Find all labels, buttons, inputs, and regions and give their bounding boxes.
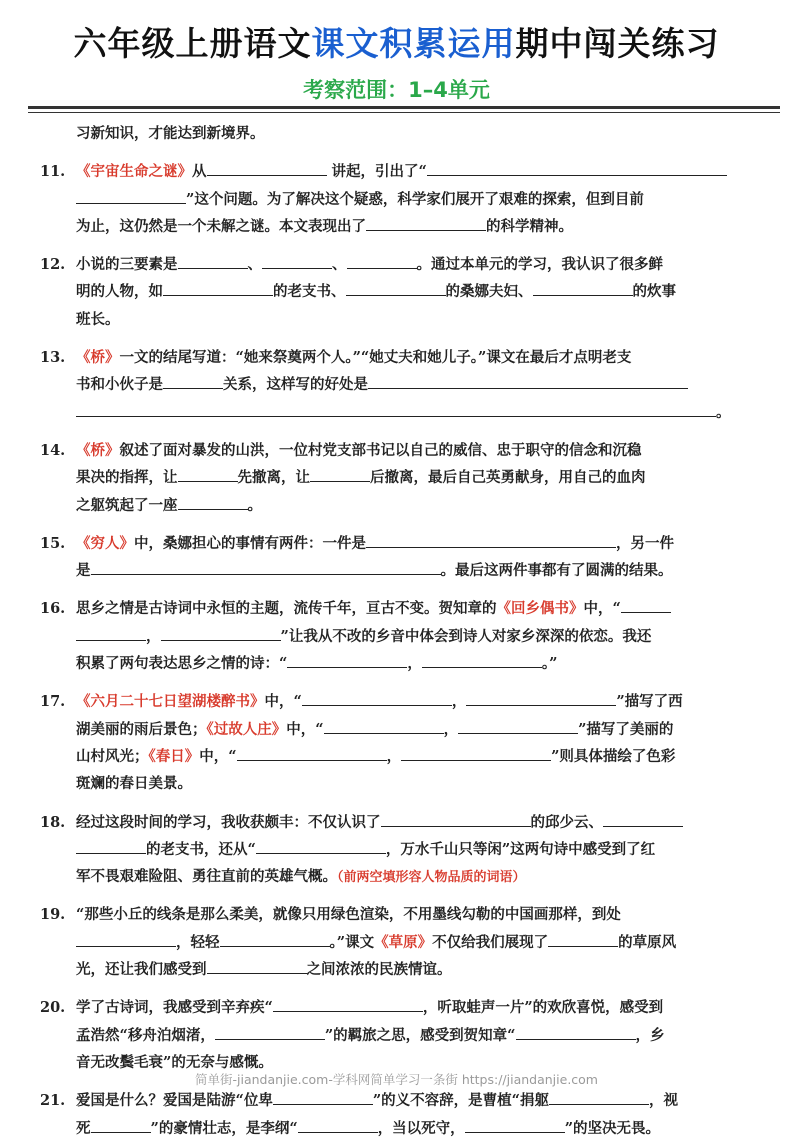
q12-line-2 (40, 278, 740, 305)
q12-blank-6[interactable] (533, 278, 633, 296)
q17-line-2 (40, 716, 740, 743)
q13-line-2 (40, 371, 740, 398)
page-title (0, 18, 793, 65)
q13-text: 关系，这样写的好处是 (223, 376, 368, 394)
q14-number: 14. (40, 441, 66, 459)
q21-text: 死 (76, 1119, 91, 1137)
q15-blank-1[interactable] (366, 530, 616, 548)
q14-text: 。 (247, 496, 262, 514)
q11-blank-1[interactable] (207, 158, 327, 176)
q17-line-4: 斑斓的春日美景。 (76, 775, 192, 793)
q15-text: ，另一件 (616, 534, 674, 552)
q16-text: ， (407, 655, 422, 673)
q19-blank-3[interactable] (548, 929, 618, 947)
q18-line-3 (40, 863, 740, 890)
q12-blank-2[interactable] (262, 251, 332, 269)
q18-line-1 (40, 809, 740, 836)
q11-line-2 (40, 186, 740, 213)
q17-blank-2[interactable] (466, 688, 616, 706)
q21-blank-1[interactable] (273, 1087, 373, 1105)
q13-blank-2[interactable] (368, 371, 688, 389)
q19-text: “那些小丘的线条是那么柔美，就像只用绿色渲染，不用墨线勾勒的中国画那样，到处 (76, 906, 621, 924)
q20-line-2 (40, 1022, 740, 1049)
q11-text: 的科学精神。 (486, 217, 573, 235)
title-post: 期中闯关练习 (515, 24, 720, 63)
q17-blank-6[interactable] (401, 743, 551, 761)
q16-text: 中，“ (583, 600, 621, 618)
watermark: 简单街-jiandanjie.com-学科网简单学习一条街 https://jiandanjie.com (194, 1072, 598, 1087)
q17-book-title-2: 《过故人庄》 (206, 720, 287, 738)
q17-text: ， (451, 693, 467, 711)
q17-text: ”则具体描绘了色彩 (551, 747, 676, 765)
q21-blank-2[interactable] (549, 1087, 649, 1105)
q19-book-title: 《草原》 (374, 933, 433, 951)
q19-line-3 (40, 956, 740, 983)
q18-text: 军不畏艰难险阻、勇往直前的英雄气概。 (76, 868, 337, 886)
q16-book-title: 《回乡偶书》 (496, 600, 584, 618)
q16-text: 思乡之情是古诗词中永恒的主题，流传千年，亘古不变。贺知章的 (76, 600, 497, 618)
worksheet-body (40, 120, 740, 1142)
q21-line-2 (40, 1115, 740, 1142)
q17-line-1 (40, 688, 740, 715)
q14-text: 叙述了面对暴发的山洪，一位村党支部书记以自己的威信、忠于职守的信念和沉稳 (119, 441, 642, 459)
q12-blank-4[interactable] (163, 278, 273, 296)
q16-line-2 (40, 623, 740, 650)
q12-number: 12. (40, 256, 66, 274)
q11-line-1 (40, 158, 740, 185)
q13-blank-3[interactable] (76, 399, 716, 417)
q19-line-1 (40, 901, 740, 928)
q11-text: 为止，这仍然是一个未解之谜。本文表现出了 (76, 217, 366, 235)
q21-text: ”的豪情壮志，是李纲“ (150, 1119, 298, 1137)
q14-line-1 (40, 437, 740, 464)
q21-text: 爱国是什么？爱国是陆游“位卑 (76, 1092, 273, 1110)
q16-line-1 (40, 595, 740, 622)
q11-book-title: 《宇宙生命之谜》 (76, 163, 192, 181)
q14-text: 先撤离，让 (237, 469, 310, 487)
q11-blank-2[interactable] (427, 158, 727, 176)
q12-text: 。通过本单元的学习，我认识了很多鲜 (416, 256, 663, 274)
q20-line-3: 音无改鬓毛衰”的无奈与感慨。 (76, 1053, 273, 1071)
q21-text: ，当以死守， (377, 1119, 465, 1137)
q12-line-1 (40, 251, 740, 278)
q18-blank-2b[interactable] (76, 836, 146, 854)
q18-note: （前两空填形容人物品质的词语） (337, 870, 526, 886)
q20-text: 孟浩然“移舟泊烟渚， (76, 1026, 215, 1044)
q16-blank-3[interactable] (287, 650, 407, 668)
q17-blank-3[interactable] (324, 716, 444, 734)
page-subtitle: 考察范围：1–4单元 (303, 78, 490, 102)
q20-text: ，听取蛙声一片”的欢欣喜悦，感受到 (422, 999, 664, 1017)
q11-text: ”这个问题。为了解决这个疑惑，科学家们展开了艰难的探索，但到目前 (186, 190, 644, 208)
q14-book-title: 《桥》 (76, 441, 120, 459)
q17-line-3 (40, 743, 740, 770)
q14-blank-3[interactable] (178, 492, 248, 510)
q20-blank-2[interactable] (215, 1022, 325, 1040)
title-highlight: 课文积累运用 (311, 24, 516, 63)
q21-blank-5[interactable] (465, 1115, 565, 1133)
q18-number: 18. (40, 813, 66, 831)
q20-text: ”的羁旅之思，感受到贺知章“ (324, 1026, 516, 1044)
q16-text: ”让我从不改的乡音中体会到诗人对家乡深深的依恋。我还 (280, 627, 652, 645)
q13-text: 。 (716, 403, 731, 421)
q13-blank-1[interactable] (163, 371, 223, 389)
q12-text: 的老支书、 (273, 283, 346, 301)
q12-text: 、 (332, 256, 347, 274)
q14-text: 果决的指挥，让 (76, 469, 178, 487)
header-divider-thick (28, 106, 780, 109)
q19-blank-1[interactable] (76, 929, 176, 947)
q12-text: 小说的三要素是 (76, 256, 178, 274)
q19-text: 光，还让我们感受到 (76, 961, 207, 979)
q12-line-3: 班长。 (76, 310, 120, 328)
q15-text: 。最后这两件事都有了圆满的结果。 (440, 562, 673, 580)
q18-blank-2[interactable] (603, 809, 683, 827)
q17-text: 湖美丽的雨后景色； (76, 720, 207, 738)
q17-blank-5[interactable] (237, 743, 387, 761)
q21-text: ”的义不容辞，是曹植“捐躯 (372, 1092, 550, 1110)
q11-number: 11. (40, 163, 66, 181)
q13-text: 一文的结尾写道：“她来祭奠两个人。”“她丈夫和她儿子。”课文在最后才点明老支 (119, 349, 632, 367)
q18-line-2 (40, 836, 740, 863)
q19-line-2 (40, 929, 740, 956)
q16-blank-2[interactable] (161, 623, 281, 641)
q20-number: 20. (40, 999, 66, 1017)
q19-text: 不仅给我们展现了 (432, 933, 549, 951)
q17-book-title-1: 《六月二十七日望湖楼醉书》 (76, 693, 265, 711)
q12-blank-5[interactable] (346, 278, 446, 296)
q12-blank-1[interactable] (178, 251, 248, 269)
q17-text: 中，“ (199, 747, 237, 765)
q12-text: 明的人物，如 (76, 283, 163, 301)
q20-line-1 (40, 994, 740, 1021)
q20-text: 学了古诗词，我感受到辛弃疾“ (76, 999, 273, 1017)
q16-number: 16. (40, 600, 66, 618)
q19-text: 。”课文 (329, 933, 375, 951)
q12-text: 、 (247, 256, 262, 274)
q11-text: 从 (192, 163, 207, 181)
q21-line-1 (40, 1087, 740, 1114)
q15-book-title: 《穷人》 (76, 534, 134, 552)
q19-blank-4[interactable] (207, 956, 307, 974)
q19-number: 19. (40, 906, 66, 924)
q16-line-3 (40, 650, 740, 677)
q17-text: 中，“ (286, 720, 324, 738)
header-divider-thin (28, 112, 780, 113)
q16-text: 。” (541, 655, 558, 673)
q15-text: 是 (76, 562, 91, 580)
q17-text: ”描写了美丽的 (578, 720, 674, 738)
q11-blank-2b[interactable] (76, 186, 186, 204)
q11-blank-3[interactable] (366, 213, 486, 231)
q16-blank-1[interactable] (621, 595, 671, 613)
q20-blank-3[interactable] (516, 1022, 636, 1040)
q17-text: 山村风光； (76, 747, 149, 765)
q13-text: 书和小伙子是 (76, 376, 163, 394)
q15-line-1 (40, 530, 740, 557)
q21-number: 21. (40, 1092, 66, 1110)
q18-text: 经过这段时间的学习，我收获颇丰：不仅认识了 (76, 813, 381, 831)
q21-blank-4[interactable] (298, 1115, 378, 1133)
q14-line-3 (40, 492, 740, 519)
q17-blank-4[interactable] (458, 716, 578, 734)
q16-blank-1b[interactable] (76, 623, 146, 641)
q18-blank-1[interactable] (381, 809, 531, 827)
q19-text: ，轻轻 (176, 933, 220, 951)
q19-text: 的草原风 (618, 933, 677, 951)
q21-text: ，视 (649, 1092, 679, 1110)
q18-blank-3[interactable] (256, 836, 386, 854)
q21-text: ”的坚决无畏。 (564, 1119, 661, 1137)
q20-text: ，乡 (635, 1026, 665, 1044)
q13-line-1 (40, 344, 740, 371)
q21-blank-3[interactable] (91, 1115, 151, 1133)
q15-number: 15. (40, 534, 66, 552)
q19-text: 之间浓浓的民族情谊。 (306, 961, 452, 979)
q17-text: ”描写了西 (616, 693, 683, 711)
title-pre: 六年级上册语文 (73, 24, 312, 63)
q17-text: ， (386, 747, 402, 765)
q15-blank-2[interactable] (91, 557, 441, 575)
q14-text: 后撤离，最后自己英勇献身，用自己的血肉 (370, 469, 646, 487)
q13-number: 13. (40, 349, 66, 367)
q11-line-3 (40, 213, 740, 240)
q17-blank-1[interactable] (302, 688, 452, 706)
q15-line-2 (40, 557, 740, 584)
q13-book-title: 《桥》 (76, 349, 120, 367)
q19-blank-2[interactable] (220, 929, 330, 947)
q14-blank-1[interactable] (178, 464, 238, 482)
q16-text: ， (146, 627, 161, 645)
q16-blank-4[interactable] (422, 650, 542, 668)
q14-line-2 (40, 464, 740, 491)
q16-text: 积累了两句表达思乡之情的诗：“ (76, 655, 288, 673)
q11-text: 讲起，引出了“ (326, 163, 427, 181)
q10-tail: 习新知识，才能达到新境界。 (76, 125, 265, 142)
q15-text: 中，桑娜担心的事情有两件：一件是 (134, 534, 366, 552)
q17-book-title-3: 《春日》 (148, 747, 200, 765)
q13-line-3 (40, 399, 740, 426)
q18-text: 的邱少云、 (530, 813, 603, 831)
q12-text: 的炊事 (632, 283, 676, 301)
q17-text: ， (443, 720, 459, 738)
q20-blank-1[interactable] (273, 994, 423, 1012)
q14-text: 之躯筑起了一座 (76, 496, 178, 514)
q14-blank-2[interactable] (310, 464, 370, 482)
q18-text: 的老支书，还从“ (146, 840, 256, 858)
q17-text: 中，“ (264, 693, 302, 711)
q12-text: 的桑娜夫妇、 (445, 283, 533, 301)
q12-blank-3[interactable] (347, 251, 417, 269)
q18-text: ，万水千山只等闲”这两句诗中感受到了红 (385, 840, 656, 858)
q17-number: 17. (40, 693, 66, 711)
